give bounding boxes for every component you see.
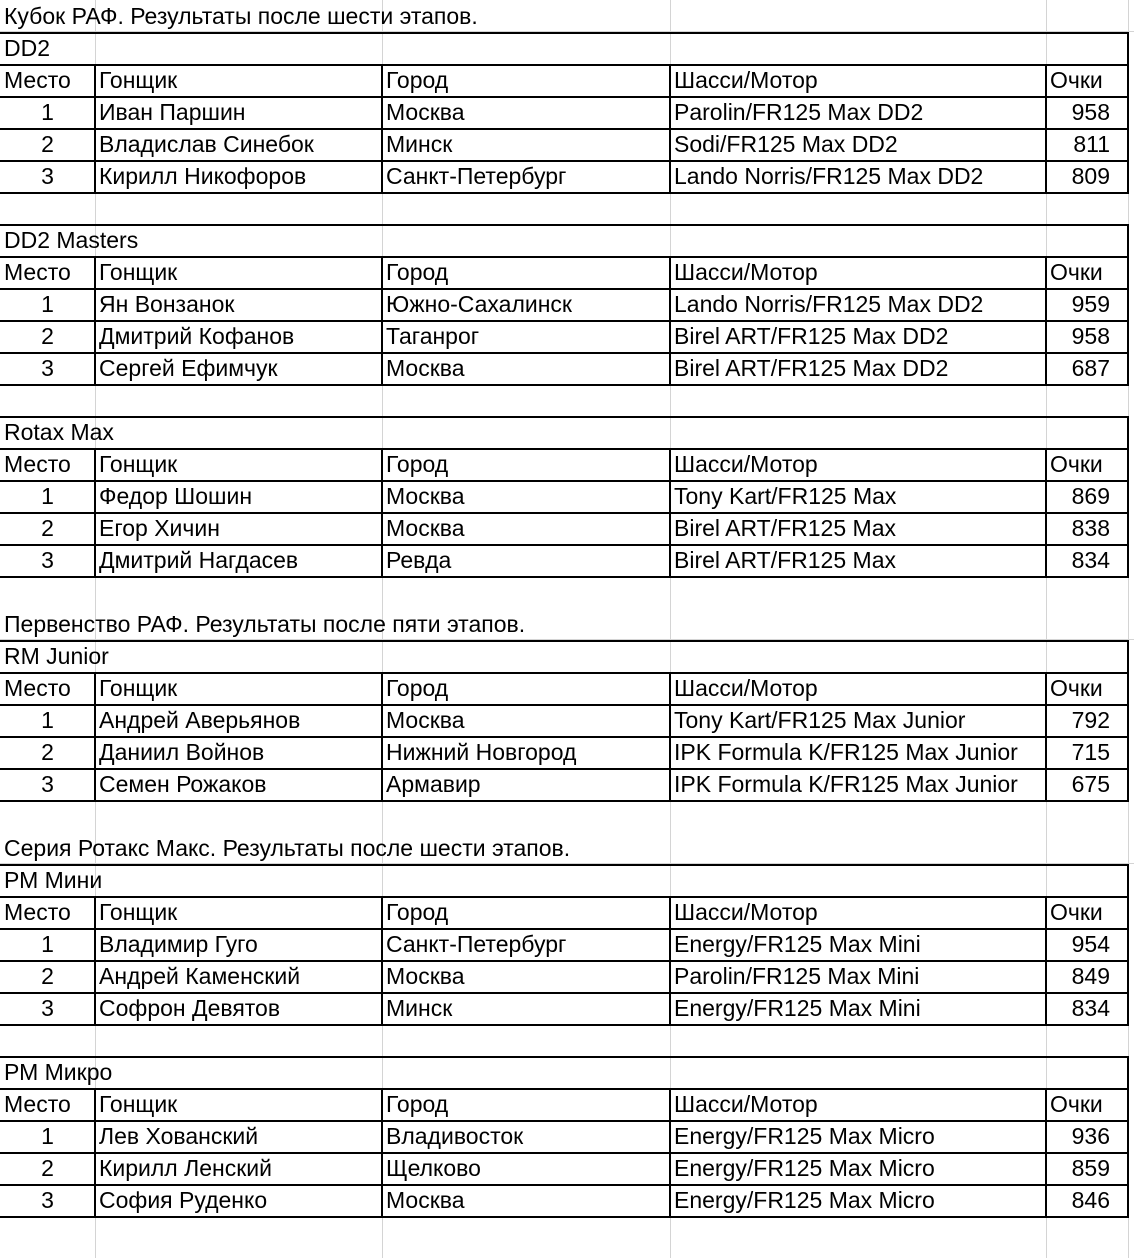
table-border	[669, 256, 671, 386]
header-city[interactable]: Город	[386, 259, 449, 285]
place-cell[interactable]: 3	[41, 995, 54, 1021]
header-city[interactable]: Город	[386, 899, 449, 925]
chassis-cell[interactable]: Birel ART/FR125 Max DD2	[674, 355, 949, 381]
city-cell[interactable]: Москва	[386, 1187, 465, 1213]
table-border	[669, 64, 671, 194]
points-cell[interactable]: 811	[1073, 131, 1110, 157]
chassis-cell[interactable]: IPK Formula K/FR125 Max Junior	[674, 771, 1018, 797]
category-row	[0, 224, 1134, 256]
header-points[interactable]: Очки	[1050, 899, 1103, 925]
header-row	[0, 896, 1134, 928]
header-chassis[interactable]: Шасси/Мотор	[674, 451, 818, 477]
category-row	[0, 1056, 1134, 1088]
city-cell[interactable]: Ревда	[386, 547, 452, 573]
table-border	[1127, 672, 1129, 802]
place-cell[interactable]: 2	[41, 515, 54, 541]
points-cell[interactable]: 859	[1071, 1155, 1110, 1181]
city-cell[interactable]: Таганрог	[386, 323, 480, 349]
chassis-cell[interactable]: Tony Kart/FR125 Max Junior	[674, 707, 966, 733]
city-cell[interactable]: Щелково	[386, 1155, 481, 1181]
points-cell[interactable]: 954	[1071, 931, 1110, 957]
table-border	[0, 1184, 1128, 1186]
chassis-cell[interactable]: Birel ART/FR125 Max	[674, 515, 896, 541]
table-border	[0, 544, 1128, 546]
points-cell[interactable]: 687	[1071, 355, 1110, 381]
table-border	[0, 288, 1128, 290]
table-border	[0, 672, 1128, 674]
table-border	[381, 896, 383, 1026]
header-row	[0, 64, 1134, 96]
table-row	[0, 544, 1134, 576]
table-row	[0, 128, 1134, 160]
driver-cell[interactable]: София Руденко	[99, 1187, 268, 1213]
driver-cell[interactable]: Владимир Гуго	[99, 931, 258, 957]
table-border	[0, 960, 1128, 962]
city-cell[interactable]: Москва	[386, 515, 465, 541]
table-border	[1045, 256, 1047, 386]
header-place[interactable]: Место	[4, 67, 71, 93]
city-cell[interactable]: Южно-Сахалинск	[386, 291, 572, 317]
header-city[interactable]: Город	[386, 451, 449, 477]
points-cell[interactable]: 958	[1071, 99, 1110, 125]
table-border	[0, 448, 1128, 450]
header-driver[interactable]: Гонщик	[99, 675, 178, 701]
table-border	[94, 672, 96, 802]
chassis-cell[interactable]: Birel ART/FR125 Max DD2	[674, 323, 949, 349]
table-row	[0, 768, 1134, 800]
points-cell[interactable]: 809	[1071, 163, 1110, 189]
place-cell[interactable]: 2	[41, 1155, 54, 1181]
place-cell[interactable]: 1	[41, 931, 54, 957]
table-border	[0, 896, 1128, 898]
table-border	[1127, 864, 1129, 896]
table-border	[1127, 1056, 1129, 1088]
points-cell[interactable]: 958	[1071, 323, 1110, 349]
chassis-cell[interactable]: Energy/FR125 Max Micro	[674, 1123, 935, 1149]
table-border	[0, 96, 1128, 98]
place-cell[interactable]: 2	[41, 963, 54, 989]
table-row	[0, 736, 1134, 768]
header-place[interactable]: Место	[4, 259, 71, 285]
title-row	[0, 0, 1134, 32]
table-row	[0, 1184, 1134, 1216]
city-cell[interactable]: Москва	[386, 707, 465, 733]
header-points[interactable]: Очки	[1050, 1091, 1103, 1117]
header-city[interactable]: Город	[386, 1091, 449, 1117]
table-row	[0, 512, 1134, 544]
place-cell[interactable]: 1	[41, 707, 54, 733]
table-border	[0, 416, 1128, 418]
points-cell[interactable]: 675	[1071, 771, 1110, 797]
header-driver[interactable]: Гонщик	[99, 451, 178, 477]
points-cell[interactable]: 959	[1071, 291, 1110, 317]
table-border	[1127, 32, 1129, 64]
spacer-row	[0, 1216, 1134, 1248]
table-border	[1045, 64, 1047, 194]
header-driver[interactable]: Гонщик	[99, 67, 178, 93]
table-border	[1127, 64, 1129, 194]
category-row	[0, 32, 1134, 64]
table-border	[1045, 672, 1047, 802]
table-border	[1127, 1088, 1129, 1218]
table-row	[0, 992, 1134, 1024]
city-cell[interactable]: Москва	[386, 963, 465, 989]
chassis-cell[interactable]: IPK Formula K/FR125 Max Junior	[674, 739, 1018, 765]
sheet-title[interactable]: Кубок РАФ. Результаты после шести этапов.	[4, 3, 478, 29]
header-row	[0, 448, 1134, 480]
table-border	[0, 64, 1128, 66]
category-title[interactable]: РМ Микро	[4, 1059, 113, 1085]
table-row	[0, 96, 1134, 128]
driver-cell[interactable]: Федор Шошин	[99, 483, 253, 509]
header-row	[0, 256, 1134, 288]
driver-cell[interactable]: Андрей Каменский	[99, 963, 301, 989]
driver-cell[interactable]: Ян Вонзанок	[99, 291, 235, 317]
table-border	[0, 640, 1128, 642]
table-border	[381, 256, 383, 386]
header-chassis[interactable]: Шасси/Мотор	[674, 259, 818, 285]
place-cell[interactable]: 2	[41, 323, 54, 349]
table-border	[94, 256, 96, 386]
place-cell[interactable]: 2	[41, 131, 54, 157]
table-border	[0, 992, 1128, 994]
spacer-row	[0, 192, 1134, 224]
points-cell[interactable]: 849	[1071, 963, 1110, 989]
table-row	[0, 928, 1134, 960]
table-border	[1045, 448, 1047, 578]
table-border	[669, 672, 671, 802]
place-cell[interactable]: 3	[41, 1187, 54, 1213]
table-border	[0, 256, 1128, 258]
table-border	[94, 448, 96, 578]
header-points[interactable]: Очки	[1050, 675, 1103, 701]
table-border	[381, 448, 383, 578]
table-row	[0, 480, 1134, 512]
table-border	[0, 1120, 1128, 1122]
table-border	[0, 352, 1128, 354]
driver-cell[interactable]: Сергей Ефимчук	[99, 355, 278, 381]
table-border	[669, 896, 671, 1026]
driver-cell[interactable]: Андрей Аверьянов	[99, 707, 301, 733]
city-cell[interactable]: Москва	[386, 99, 465, 125]
table-border	[0, 480, 1128, 482]
table-border	[1127, 448, 1129, 578]
driver-cell[interactable]: Иван Паршин	[99, 99, 246, 125]
category-title[interactable]: РМ Мини	[4, 867, 103, 893]
table-row	[0, 704, 1134, 736]
header-chassis[interactable]: Шасси/Мотор	[674, 675, 818, 701]
driver-cell[interactable]: Кирилл Ленский	[99, 1155, 272, 1181]
section-title-row	[0, 832, 1134, 864]
table-border	[94, 896, 96, 1026]
table-border	[0, 864, 1128, 866]
header-place[interactable]: Место	[4, 899, 71, 925]
table-border	[1127, 640, 1129, 672]
city-cell[interactable]: Москва	[386, 355, 465, 381]
table-border	[0, 1152, 1128, 1154]
table-row	[0, 1152, 1134, 1184]
header-chassis[interactable]: Шасси/Мотор	[674, 899, 818, 925]
section-title-row	[0, 608, 1134, 640]
header-points[interactable]: Очки	[1050, 259, 1103, 285]
chassis-cell[interactable]: Tony Kart/FR125 Max	[674, 483, 897, 509]
header-driver[interactable]: Гонщик	[99, 899, 178, 925]
place-cell[interactable]: 2	[41, 739, 54, 765]
table-border	[94, 1088, 96, 1218]
chassis-cell[interactable]: Energy/FR125 Max Mini	[674, 995, 921, 1021]
table-border	[381, 64, 383, 194]
table-border	[1127, 416, 1129, 448]
table-border	[0, 1088, 1128, 1090]
table-border	[0, 224, 1128, 226]
place-cell[interactable]: 3	[41, 771, 54, 797]
header-row	[0, 672, 1134, 704]
category-title[interactable]: Rotax Max	[4, 419, 114, 445]
table-border	[0, 1056, 1128, 1058]
table-border	[381, 1088, 383, 1218]
table-row	[0, 1120, 1134, 1152]
category-title[interactable]: DD2	[4, 35, 51, 61]
driver-cell[interactable]: Дмитрий Нагдасев	[99, 547, 299, 573]
header-row	[0, 1088, 1134, 1120]
header-chassis[interactable]: Шасси/Мотор	[674, 1091, 818, 1117]
city-cell[interactable]: Минск	[386, 131, 453, 157]
table-row	[0, 352, 1134, 384]
spacer-row	[0, 1024, 1134, 1056]
table-row	[0, 288, 1134, 320]
place-cell[interactable]: 3	[41, 163, 54, 189]
city-cell[interactable]: Владивосток	[386, 1123, 524, 1149]
city-cell[interactable]: Минск	[386, 995, 453, 1021]
table-border	[0, 320, 1128, 322]
chassis-cell[interactable]: Lando Norris/FR125 Max DD2	[674, 163, 984, 189]
spacer-row	[0, 800, 1134, 832]
city-cell[interactable]: Москва	[386, 483, 465, 509]
section-title[interactable]: Серия Ротакс Макс. Результаты после шести этапов.	[4, 835, 571, 861]
table-border	[0, 512, 1128, 514]
points-cell[interactable]: 834	[1071, 547, 1110, 573]
header-place[interactable]: Место	[4, 675, 71, 701]
table-border	[0, 704, 1128, 706]
table-border	[0, 736, 1128, 738]
city-cell[interactable]: Санкт-Петербург	[386, 931, 567, 957]
chassis-cell[interactable]: Lando Norris/FR125 Max DD2	[674, 291, 984, 317]
header-city[interactable]: Город	[386, 675, 449, 701]
points-cell[interactable]: 846	[1071, 1187, 1110, 1213]
section-title[interactable]: Первенство РАФ. Результаты после пяти этапов.	[4, 611, 526, 637]
chassis-cell[interactable]: Parolin/FR125 Max Mini	[674, 963, 920, 989]
chassis-cell[interactable]: Birel ART/FR125 Max	[674, 547, 896, 573]
table-border	[0, 768, 1128, 770]
driver-cell[interactable]: Владислав Синебок	[99, 131, 314, 157]
place-cell[interactable]: 3	[41, 547, 54, 573]
place-cell[interactable]: 1	[41, 483, 54, 509]
category-row	[0, 416, 1134, 448]
table-border	[1045, 896, 1047, 1026]
driver-cell[interactable]: Кирилл Никофоров	[99, 163, 307, 189]
points-cell[interactable]: 936	[1071, 1123, 1110, 1149]
table-row	[0, 160, 1134, 192]
points-cell[interactable]: 869	[1071, 483, 1110, 509]
driver-cell[interactable]: Даниил Войнов	[99, 739, 265, 765]
header-city[interactable]: Город	[386, 67, 449, 93]
place-cell[interactable]: 1	[41, 99, 54, 125]
table-border	[381, 672, 383, 802]
header-place[interactable]: Место	[4, 451, 71, 477]
driver-cell[interactable]: Лев Хованский	[99, 1123, 259, 1149]
header-driver[interactable]: Гонщик	[99, 259, 178, 285]
category-row	[0, 864, 1134, 896]
chassis-cell[interactable]: Energy/FR125 Max Mini	[674, 931, 921, 957]
city-cell[interactable]: Санкт-Петербург	[386, 163, 567, 189]
table-border	[0, 128, 1128, 130]
driver-cell[interactable]: Егор Хичин	[99, 515, 220, 541]
table-row	[0, 320, 1134, 352]
table-row	[0, 960, 1134, 992]
chassis-cell[interactable]: Sodi/FR125 Max DD2	[674, 131, 898, 157]
category-title[interactable]: RM Junior	[4, 643, 109, 669]
table-border	[669, 448, 671, 578]
spacer-row	[0, 576, 1134, 608]
table-border	[1127, 256, 1129, 386]
points-cell[interactable]: 838	[1071, 515, 1110, 541]
header-points[interactable]: Очки	[1050, 67, 1103, 93]
table-border	[0, 928, 1128, 930]
table-border	[1045, 1088, 1047, 1218]
driver-cell[interactable]: Софрон Девятов	[99, 995, 281, 1021]
city-cell[interactable]: Армавир	[386, 771, 481, 797]
chassis-cell[interactable]: Energy/FR125 Max Micro	[674, 1155, 935, 1181]
chassis-cell[interactable]: Parolin/FR125 Max DD2	[674, 99, 924, 125]
table-border	[0, 32, 1128, 34]
category-row	[0, 640, 1134, 672]
table-border	[669, 1088, 671, 1218]
header-chassis[interactable]: Шасси/Мотор	[674, 67, 818, 93]
table-border	[94, 64, 96, 194]
driver-cell[interactable]: Дмитрий Кофанов	[99, 323, 295, 349]
points-cell[interactable]: 792	[1071, 707, 1110, 733]
place-cell[interactable]: 3	[41, 355, 54, 381]
table-border	[0, 160, 1128, 162]
points-cell[interactable]: 715	[1071, 739, 1110, 765]
driver-cell[interactable]: Семен Рожаков	[99, 771, 267, 797]
table-border	[1127, 224, 1129, 256]
chassis-cell[interactable]: Energy/FR125 Max Micro	[674, 1187, 935, 1213]
header-place[interactable]: Место	[4, 1091, 71, 1117]
place-cell[interactable]: 1	[41, 1123, 54, 1149]
spacer-row	[0, 384, 1134, 416]
header-driver[interactable]: Гонщик	[99, 1091, 178, 1117]
points-cell[interactable]: 834	[1071, 995, 1110, 1021]
table-border	[1127, 896, 1129, 1026]
category-title[interactable]: DD2 Masters	[4, 227, 139, 253]
header-points[interactable]: Очки	[1050, 451, 1103, 477]
place-cell[interactable]: 1	[41, 291, 54, 317]
city-cell[interactable]: Нижний Новгород	[386, 739, 577, 765]
